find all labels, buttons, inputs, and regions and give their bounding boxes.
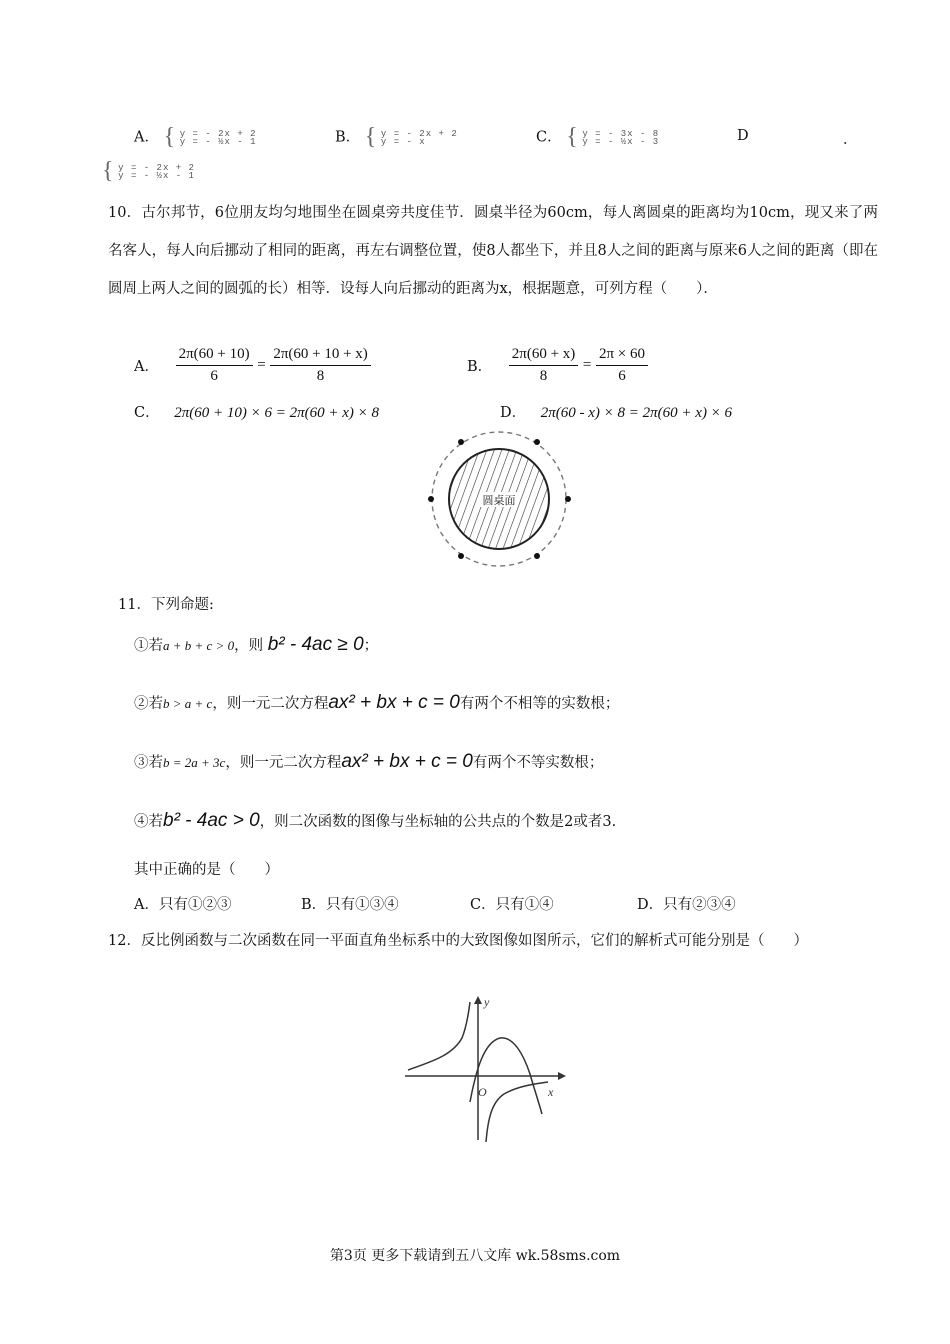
- q12-graph: [400, 990, 570, 1150]
- q9-option-d-dot: ．: [843, 132, 858, 148]
- q11-proposition-2: ②若b > a + c，则一元二次方程ax² + bx + c = 0有两个不相等的实数根；: [134, 692, 620, 713]
- q10-option-a-label: A．: [134, 359, 159, 375]
- q9-option-a[interactable]: [134, 124, 257, 151]
- q10-option-b-frac2: $\frac{2\pi \times 60}{6}$: [596, 346, 648, 385]
- table-label: 圆桌面: [482, 494, 516, 507]
- q12-text: 12．反比例函数与二次函数在同一平面直角坐标系中的大致图像如图所示，它们的解析式可能分别是（ ）: [108, 933, 808, 949]
- origin-label: O: [478, 1085, 487, 1099]
- q9-option-d-label[interactable]: D: [737, 128, 749, 144]
- person-dot: [565, 496, 571, 502]
- person-dot: [534, 553, 540, 559]
- q10-option-a-eq: =: [257, 357, 266, 373]
- q9-option-b-label: B．: [335, 129, 361, 146]
- person-dot: [534, 439, 540, 445]
- q11-question: 其中正确的是（ ）: [134, 862, 279, 878]
- person-dot: [458, 439, 464, 445]
- q11-option-c[interactable]: C．只有①④: [470, 897, 554, 913]
- person-dot: [458, 553, 464, 559]
- q10-option-b-eq: =: [582, 357, 592, 373]
- q10-option-c-label: C．: [134, 405, 160, 421]
- q9-option-c-label: C．: [536, 129, 562, 146]
- q11-proposition-4: ④若b² - 4ac > 0，则二次函数的图像与坐标轴的公共点的个数是2或者3.: [134, 810, 617, 831]
- q11-option-d[interactable]: D．只有②③④: [637, 897, 736, 913]
- brace-icon: {: [102, 158, 114, 184]
- q10-option-b[interactable]: [467, 346, 648, 385]
- q9-option-a-system: y = - 2x + 2 y = - ½x - 1: [179, 128, 257, 147]
- q10-option-b-label: B．: [467, 359, 493, 375]
- q11-option-a[interactable]: A．只有①②③: [134, 897, 232, 913]
- q10-option-d-label: D．: [500, 405, 527, 421]
- q11-proposition-3: ③若b = 2a + 3c，则一元二次方程ax² + bx + c = 0有两个不等实数根；: [134, 751, 604, 772]
- y-axis-arrow-icon: [474, 996, 482, 1004]
- q10-option-a-frac1: $\frac{2\pi(60 + 10)}{6}$: [176, 346, 253, 385]
- q9-option-a-label: A．: [134, 129, 159, 146]
- brace-icon: {: [364, 124, 377, 150]
- q11-proposition-1: ①若a + b + c > 0，则 b² - 4ac ≥ 0；: [134, 634, 379, 655]
- brace-icon: {: [566, 124, 578, 150]
- q9-option-d-system: { y = - 2x + 2 y = - ½x - 1: [102, 158, 195, 184]
- q11-title: 11．下列命题:: [118, 597, 214, 613]
- q10-table-figure: [420, 428, 580, 572]
- q9-option-c[interactable]: [536, 124, 659, 151]
- y-axis-label: y: [484, 995, 490, 1009]
- q10-option-c[interactable]: [134, 401, 379, 422]
- q10-option-a[interactable]: [134, 346, 371, 385]
- page-footer: 第3页 更多下载请到五八文库 wk.58sms.com: [329, 1248, 621, 1264]
- q10-option-a-frac2: $\frac{2\pi(60 + 10 + x)}{8}$: [270, 346, 370, 385]
- brace-icon: {: [163, 124, 176, 150]
- q9-option-c-system: y = - 3x - 8 y = - ½x - 3: [582, 128, 660, 147]
- q10-text: 10．古尔邦节，6位朋友均匀地围坐在圆桌旁共度佳节．圆桌半径为60cm，每人离圆桌的距离均为10cm，现又来了两名客人，每人向后挪动了相同的距离，再左右调整位置，使8人都坐下，并且8人之间的距离与原来6人之间的距离（即在圆周上两人之间的圆弧的长）相等．设每人向后挪动的距离为x，根据题意，可列方程（ ）．: [108, 205, 878, 297]
- hyperbola-branch-right: [486, 1082, 548, 1142]
- q11-option-b[interactable]: B．只有①③④: [301, 897, 399, 913]
- x-axis-arrow-icon: [558, 1072, 566, 1080]
- hyperbola-branch-left: [408, 1002, 470, 1070]
- q10-option-d-expr: 2π(60 - x) × 8 = 2π(60 + x) × 6: [540, 405, 733, 421]
- person-dot: [428, 496, 434, 502]
- q9-option-b[interactable]: [335, 124, 458, 151]
- q10-option-b-frac1: $\frac{2\pi(60 + x)}{8}$: [509, 346, 579, 385]
- q9-option-b-system: y = - 2x + 2 y = - x: [380, 128, 458, 147]
- q10-option-d[interactable]: [500, 401, 732, 422]
- q10-option-c-expr: 2π(60 + 10) × 6 = 2π(60 + x) × 8: [174, 405, 379, 421]
- x-axis-label: x: [548, 1085, 554, 1099]
